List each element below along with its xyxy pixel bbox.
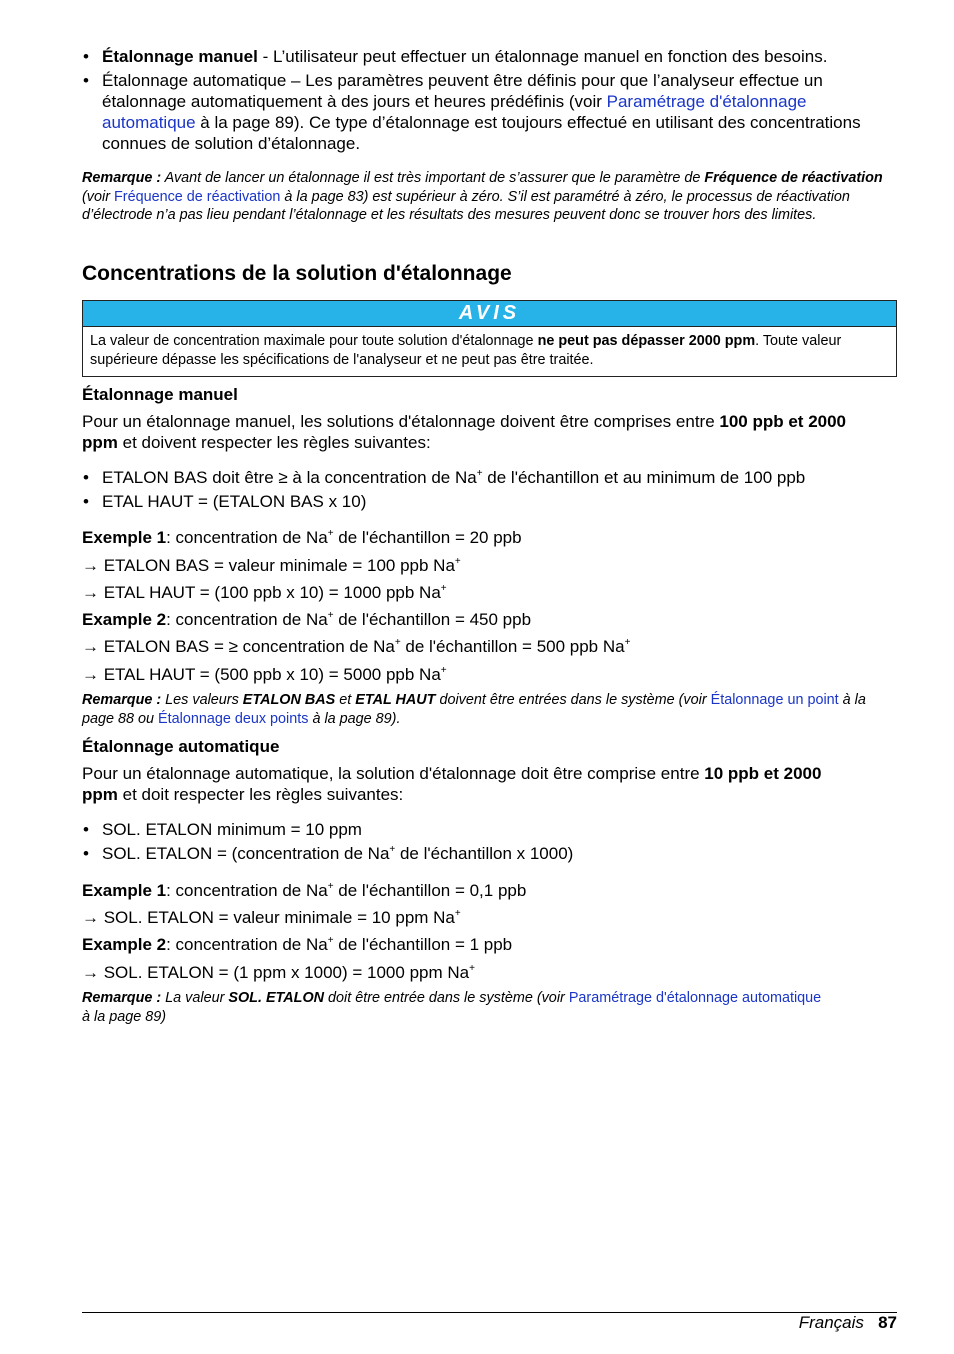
result-text: → SOL. ETALON = valeur minimale = 10 ppm Na bbox=[82, 908, 455, 927]
superscript: + bbox=[327, 528, 334, 539]
bullet-text: ETAL HAUT = (ETALON BAS x 10) bbox=[102, 492, 367, 511]
link-parametrage-etalonnage-automatique[interactable]: Paramétrage d'étalonnage automatique bbox=[102, 92, 807, 132]
paragraph-text: Pour un étalonnage manuel, les solutions d'étalonnage doivent être comprises entre bbox=[82, 412, 720, 431]
result-text: → ETALON BAS = valeur minimale = 100 ppb Na bbox=[82, 556, 455, 575]
note-remarque bbox=[82, 169, 897, 225]
footer-content bbox=[799, 1313, 897, 1333]
paragraph bbox=[82, 763, 842, 805]
intro-bullet-list bbox=[82, 46, 897, 154]
auto-rules-list bbox=[82, 819, 897, 864]
note-text: à la page 89). bbox=[308, 710, 401, 727]
note-bold: SOL. ETALON bbox=[228, 990, 325, 1006]
note-remarque bbox=[82, 989, 822, 1026]
bullet-text: SOL. ETALON = (concentration de Na bbox=[102, 844, 390, 863]
bullet-text: ETALON BAS doit être ≥ à la concentration de Na bbox=[102, 468, 477, 487]
superscript: + bbox=[454, 908, 461, 919]
example-text: de l'échantillon = 0,1 ppb bbox=[333, 881, 527, 900]
note-text: doivent être entrées dans le système (voir bbox=[435, 692, 711, 708]
note-text: à la page 83) est supérieur à zéro. S’il est paramétré à zéro, le processus de réactivation d’électrode n’a pas lieu pendant l’étalonnage et les résultats des mesures peuvent donc se trouver hors des limites. bbox=[82, 188, 850, 223]
note-bold: Fréquence de réactivation bbox=[704, 170, 883, 186]
example-text: de l'échantillon = 20 ppb bbox=[333, 528, 522, 547]
superscript: + bbox=[327, 881, 334, 892]
result-line bbox=[82, 664, 447, 685]
notice-text: . Toute valeur supérieure dépasse les spécifications de l'analyseur et ne peut pas être traitée. bbox=[90, 333, 842, 368]
result-line bbox=[82, 907, 461, 928]
footer-language: Français bbox=[798, 1313, 864, 1332]
link-frequence-reactivation[interactable]: Fréquence de réactivation bbox=[113, 188, 281, 205]
link-etalonnage-un-point[interactable]: Étalonnage un point bbox=[710, 692, 839, 708]
link-etalonnage-deux-points[interactable]: Étalonnage deux points bbox=[158, 710, 309, 727]
note-bold: ETAL HAUT bbox=[355, 692, 436, 708]
superscript: + bbox=[440, 665, 447, 676]
bullet-text: de l'échantillon x 1000) bbox=[395, 844, 574, 863]
result-line bbox=[82, 555, 461, 576]
list-item bbox=[82, 843, 897, 864]
notice-title: AVIS bbox=[83, 301, 896, 327]
paragraph-text: et doivent respecter les règles suivantes: bbox=[117, 433, 431, 452]
paragraph-bold: 10 ppb et 2000 ppm bbox=[82, 764, 822, 804]
superscript: + bbox=[327, 935, 334, 946]
superscript: + bbox=[476, 468, 483, 479]
list-item bbox=[82, 467, 897, 488]
result-text: de l'échantillon = 500 ppb Na bbox=[400, 637, 625, 656]
superscript: + bbox=[394, 637, 401, 648]
note-text: Avant de lancer un étalonnage il est très important de s’assurer que le paramètre de bbox=[161, 170, 705, 186]
note-label: Remarque : bbox=[82, 692, 162, 708]
note-text: Les valeurs bbox=[161, 692, 243, 708]
note-label: Remarque : bbox=[82, 170, 162, 186]
superscript: + bbox=[454, 556, 461, 567]
result-text: → ETAL HAUT = (500 ppb x 10) = 5000 ppb Na bbox=[82, 665, 441, 684]
example-line bbox=[82, 527, 522, 548]
example-text: : concentration de Na bbox=[166, 610, 328, 629]
link-parametrage-etalonnage-automatique[interactable]: Paramétrage d'étalonnage automatique bbox=[568, 990, 822, 1006]
example-text: : concentration de Na bbox=[166, 935, 328, 954]
example-text: : concentration de Na bbox=[166, 528, 328, 547]
list-item bbox=[82, 491, 897, 512]
example-label: Example 2 bbox=[82, 610, 167, 629]
subheading-etalonnage-manuel: Étalonnage manuel bbox=[82, 385, 238, 404]
example-label: Exemple 1 bbox=[82, 528, 167, 547]
result-text: → SOL. ETALON = (1 ppm x 1000) = 1000 ppm Na bbox=[82, 963, 470, 982]
paragraph bbox=[82, 411, 872, 453]
superscript: + bbox=[389, 844, 396, 855]
list-item bbox=[82, 70, 897, 154]
note-text: La valeur bbox=[161, 990, 229, 1006]
example-line bbox=[82, 934, 512, 955]
list-item bbox=[82, 819, 897, 840]
example-line bbox=[82, 880, 526, 901]
bold-term: Étalonnage manuel bbox=[102, 47, 258, 66]
note-text: (voir bbox=[82, 188, 114, 205]
example-label: Example 1 bbox=[82, 881, 167, 900]
note-text: et bbox=[335, 692, 356, 708]
result-text: → ETALON BAS = ≥ concentration de Na bbox=[82, 637, 395, 656]
paragraph-bold: 100 ppb et 2000 ppm bbox=[82, 412, 847, 452]
notice-bold: ne peut pas dépasser 2000 ppm bbox=[537, 333, 756, 349]
bullet-text: de l'échantillon et au minimum de 100 ppb bbox=[482, 468, 806, 487]
note-bold: ETALON BAS bbox=[242, 692, 336, 708]
note-remarque bbox=[82, 691, 897, 728]
bullet-text: Étalonnage automatique – Les paramètres peuvent être définis pour que l’analyseur effectue un étalonnage automatiquement à des jours et heures prédéfinis (voir bbox=[102, 71, 823, 111]
note-text: à la page 89) bbox=[82, 1008, 167, 1025]
bullet-text: - L’utilisateur peut effectuer un étalonnage manuel en fonction des besoins. bbox=[257, 47, 828, 66]
example-line bbox=[82, 609, 531, 630]
note-text: doit être entrée dans le système (voir bbox=[324, 990, 569, 1006]
superscript: + bbox=[624, 637, 631, 648]
note-text: à la page 88 ou bbox=[82, 692, 866, 727]
bullet-text: SOL. ETALON minimum = 10 ppm bbox=[102, 820, 362, 839]
result-text: → ETAL HAUT = (100 ppb x 10) = 1000 ppb Na bbox=[82, 583, 441, 602]
example-text: de l'échantillon = 1 ppb bbox=[333, 935, 513, 954]
example-label: Example 2 bbox=[82, 935, 167, 954]
page-number: 87 bbox=[878, 1313, 897, 1332]
list-item bbox=[82, 46, 897, 67]
superscript: + bbox=[327, 610, 334, 621]
example-text: : concentration de Na bbox=[166, 881, 328, 900]
page-footer bbox=[82, 1312, 897, 1332]
paragraph-text: et doit respecter les règles suivantes: bbox=[117, 785, 404, 804]
superscript: + bbox=[440, 583, 447, 594]
manual-rules-list bbox=[82, 467, 897, 512]
section-title: Concentrations de la solution d'étalonnage bbox=[82, 262, 512, 285]
bullet-text: à la page 89). Ce type d’étalonnage est toujours effectué en utilisant des concentrations connues de solution d’étalonnage. bbox=[102, 113, 861, 153]
paragraph-text: Pour un étalonnage automatique, la solution d'étalonnage doit être comprise entre bbox=[82, 764, 705, 783]
note-label: Remarque : bbox=[82, 990, 162, 1006]
notice-text: La valeur de concentration maximale pour toute solution d'étalonnage bbox=[90, 333, 538, 349]
superscript: + bbox=[469, 963, 475, 974]
notice-body bbox=[83, 327, 896, 376]
result-line bbox=[82, 962, 475, 983]
result-line bbox=[82, 636, 630, 657]
notice-box bbox=[82, 300, 897, 377]
subheading-etalonnage-automatique: Étalonnage automatique bbox=[82, 737, 280, 756]
result-line bbox=[82, 582, 447, 603]
example-text: de l'échantillon = 450 ppb bbox=[333, 610, 532, 629]
